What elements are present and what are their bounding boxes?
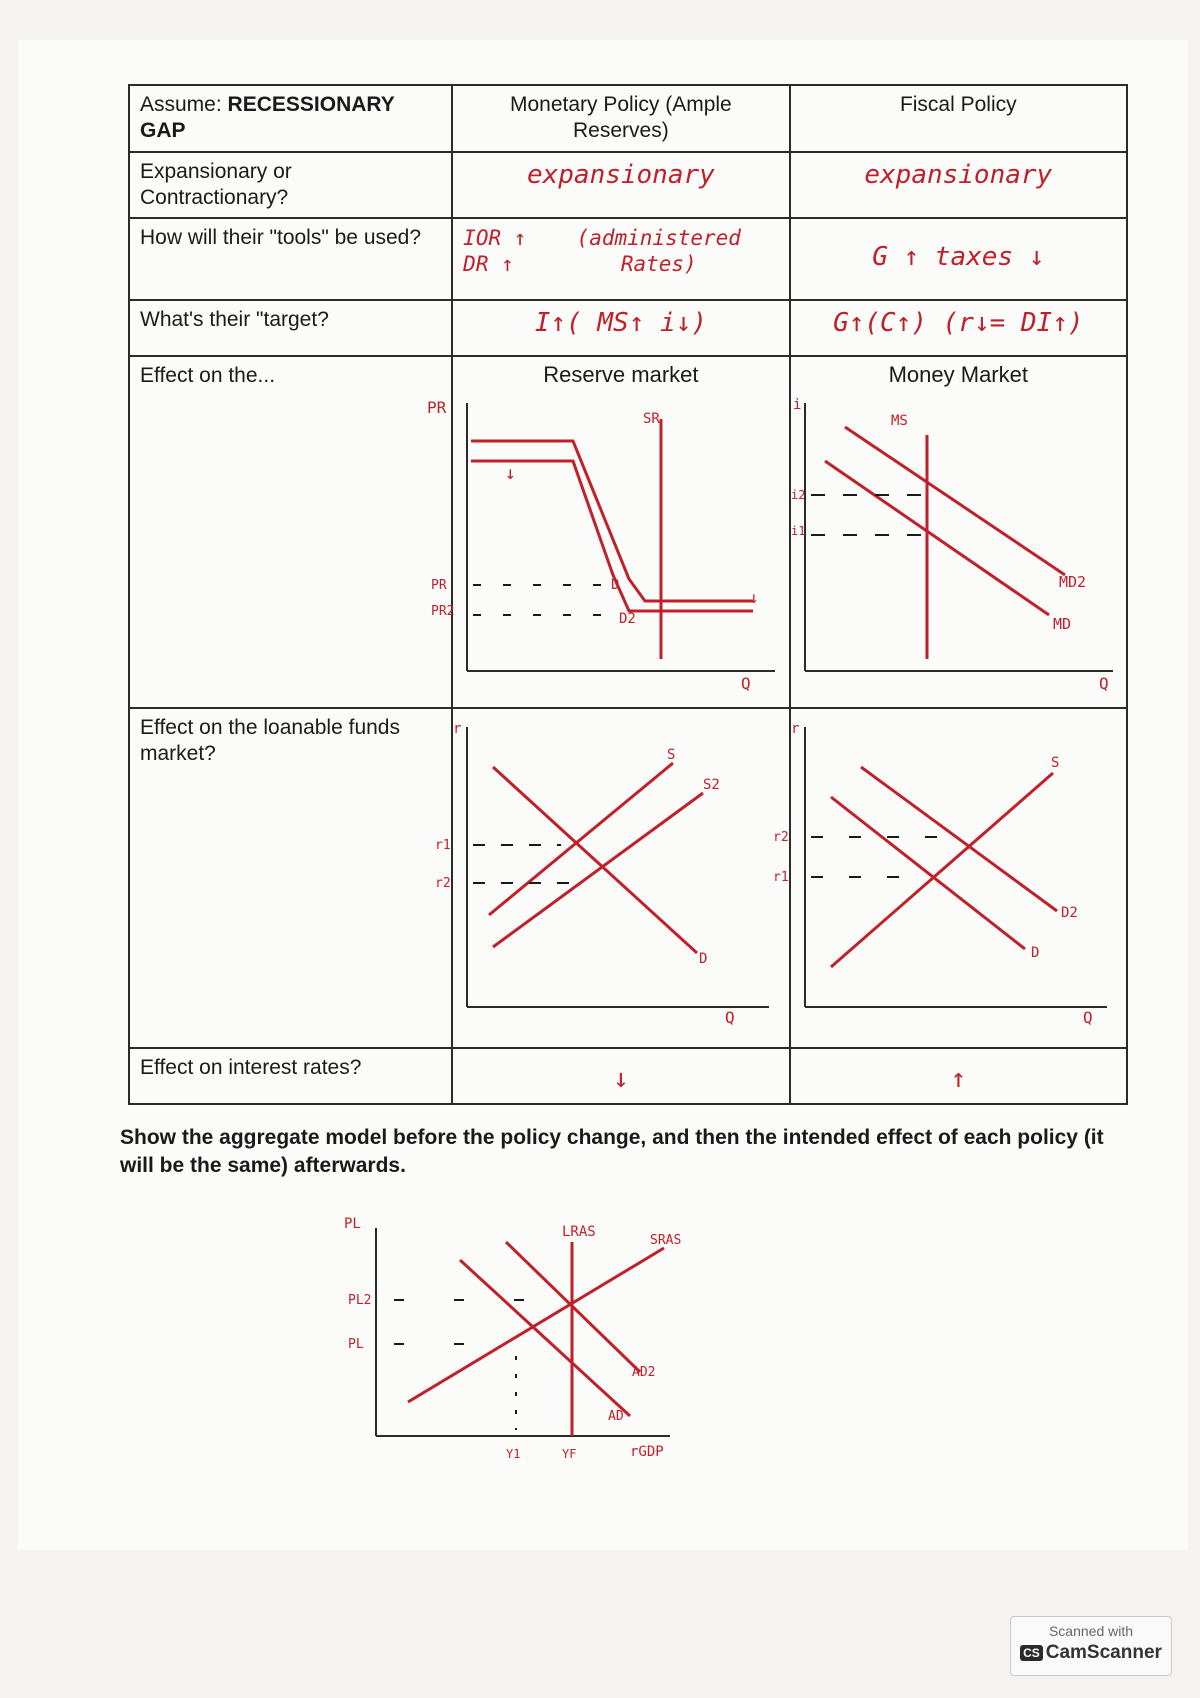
reserve-pr2-label: PR2 [431, 603, 455, 619]
lf-fis-s-label: S [1050, 755, 1060, 771]
assume-label: Assume: [140, 93, 222, 116]
loanable-question: Effect on the loanable funds market? [129, 708, 452, 1048]
fiscal-target-answer: G↑(C↑) (r↓= DI↑) [833, 308, 1084, 338]
money-demand-curve-1 [825, 461, 1049, 615]
fiscal-direction-answer: expansionary [864, 159, 1053, 190]
lf-mon-r2-label: r2 [435, 876, 451, 891]
assume-value: RECESSIONARY GAP [140, 93, 395, 143]
money-i1-label: i1 [790, 523, 806, 538]
camscanner-watermark [1010, 1616, 1172, 1676]
lf-fis-r2-label: r2 [772, 830, 789, 845]
money-i2-label: i2 [790, 487, 806, 502]
lf-mon-supply-2 [493, 793, 703, 947]
lf-fis-r1-label: r1 [772, 870, 789, 885]
fiscal-tools-answer: G ↑ taxes ↓ [872, 242, 1045, 272]
adas-ad2-label: AD2 [632, 1365, 656, 1380]
monetary-rate-answer: ↓ [613, 1064, 629, 1094]
monetary-tools-cell [452, 218, 789, 300]
watermark-line1: Scanned with [1048, 1623, 1134, 1639]
adas-y1-label: Y1 [506, 1447, 521, 1461]
watermark-line2 [1011, 1642, 1171, 1664]
adas-yf-label: YF [562, 1447, 577, 1461]
reserve-supply-label: SR [643, 410, 661, 427]
adas-lras-label: LRAS [562, 1224, 596, 1240]
money-md2-label: MD2 [1058, 572, 1086, 591]
money-market-title: Money Market [888, 362, 1028, 387]
adas-sras-label: SRAS [650, 1233, 682, 1248]
reserve-x-label: Q [741, 673, 751, 693]
adas-pl2-label: PL2 [348, 1293, 372, 1308]
lf-mon-s2-label: S2 [703, 777, 721, 793]
lf-mon-x-label: Q [725, 1008, 735, 1027]
money-demand-curve-2 [845, 427, 1065, 575]
reserve-d2-label: D2 [619, 610, 637, 627]
money-x-label: Q [1098, 673, 1109, 693]
reserve-market-graph [427, 389, 783, 701]
lf-fis-x-label: Q [1082, 1008, 1093, 1027]
ad-as-graph [330, 1208, 750, 1478]
reserve-y-label: PR [427, 397, 447, 417]
lf-mon-d-label: D [699, 951, 708, 967]
monetary-header: Monetary Policy (Ample Reserves) [452, 85, 789, 152]
monetary-tool-dr: DR ↑ [463, 252, 514, 277]
lf-fiscal-cell [772, 708, 1127, 1048]
effect-question: Effect on the... [129, 356, 452, 708]
assume-cell [129, 85, 452, 152]
lf-monetary-cell [435, 708, 789, 1048]
target-question: What's their "target? [129, 300, 452, 356]
money-market-graph [791, 389, 1121, 701]
lf-monetary-graph [435, 717, 783, 1037]
reserve-pr1-label: PR [431, 577, 447, 593]
monetary-tool-ior: IOR ↑ [463, 226, 527, 250]
camscanner-logo-icon: CS [1020, 1645, 1043, 1661]
policy-table [128, 84, 1128, 1105]
lf-mon-r1-label: r1 [435, 838, 451, 853]
monetary-tool-note: (administered Rates) [576, 226, 741, 277]
money-y-label: i [792, 396, 802, 413]
money-md1-label: MD [1052, 614, 1071, 633]
fiscal-rate-answer: ↑ [950, 1064, 967, 1094]
lf-fis-d1-label: D [1030, 945, 1040, 961]
reserve-market-title: Reserve market [543, 362, 699, 387]
reserve-d1-label: D [611, 576, 620, 593]
lf-fis-supply [831, 773, 1053, 967]
lf-mon-supply-1 [489, 763, 673, 915]
money-market-cell [790, 356, 1127, 708]
lf-fis-d2-label: D2 [1060, 905, 1078, 921]
reserve-pr-arrow: ↓ [749, 587, 759, 607]
adas-pl1-label: PL [348, 1337, 364, 1352]
monetary-target-answer: I↑( MS↑ i↓) [534, 308, 707, 338]
reserve-shift-arrow: ↓ [505, 462, 517, 484]
lf-fis-y-label: r [790, 721, 800, 737]
watermark-brand: CamScanner [1045, 1642, 1162, 1663]
lf-fis-demand-1 [831, 797, 1025, 949]
adas-x-label: rGDP [630, 1444, 664, 1460]
lf-mon-s1-label: S [667, 747, 676, 763]
aggregate-instruction: Show the aggregate model before the policy change, and then the intended effect of each policy (it will be the same) afterwards. [120, 1126, 1104, 1178]
rates-question: Effect on interest rates? [129, 1048, 452, 1104]
lf-fiscal-graph [772, 717, 1121, 1037]
lf-mon-y-label: r [453, 721, 462, 737]
fiscal-header: Fiscal Policy [790, 85, 1127, 152]
adas-ad1-label: AD [608, 1409, 624, 1424]
monetary-direction-answer: expansionary [526, 159, 715, 190]
money-supply-label: MS [890, 412, 908, 429]
adas-y-label: PL [344, 1216, 361, 1232]
tools-question: How will their "tools" be used? [129, 218, 452, 300]
lf-fis-demand-2 [861, 767, 1057, 911]
direction-question: Expansionary or Contractionary? [129, 152, 452, 219]
reserve-market-cell [427, 356, 789, 708]
